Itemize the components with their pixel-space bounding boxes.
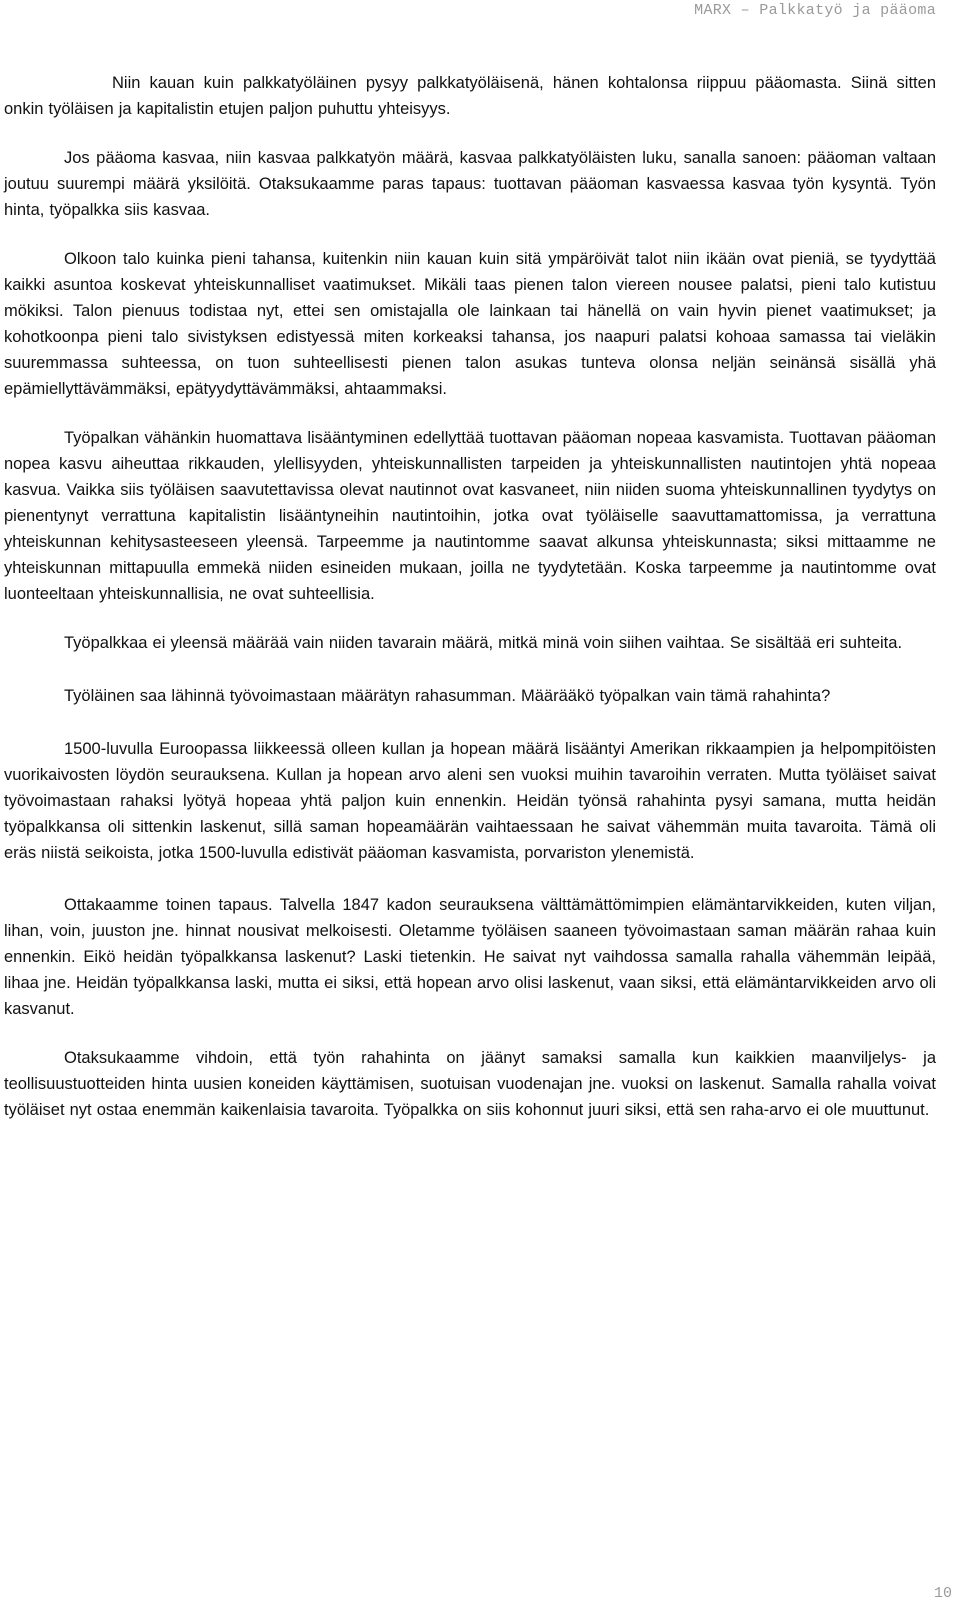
paragraph-8: Ottakaamme toinen tapaus. Talvella 1847 kadon seurauksena välttämättömimpien elämäntarvikkeiden, kuten viljan, lihan, voin, juuston jne. hinnat nousivat melkoisesti. Oletamme työläisen saaneen työvoimastaan saman määrän rahaa kuin ennenkin. Eikö heidän työpalkkansa laskenut? Laski tietenkin. He saivat nyt vaihdossa samalla rahalla vähemmän leipää, lihaa jne. Heidän työpalkkansa laski, mutta ei siksi, että hopean arvo olisi laskenut, vaan siksi, että elämäntarvikkeiden arvo oli kasvanut.	[4, 896, 936, 1018]
paragraph-2: Jos pääoma kasvaa, niin kasvaa palkkatyön määrä, kasvaa palkkatyöläisten luku, sanalla sanoen: pääoman valtaan joutuu suurempi määrä yksilöitä. Otaksukaamme paras tapaus: tuottavan pääoman kasvaessa kasvaa työn kysyntä. Työn hinta, työpalkka siis kasvaa.	[4, 149, 936, 219]
page-number: 10	[933, 1585, 952, 1602]
paragraph-4: Työpalkan vähänkin huomattava lisääntyminen edellyttää tuottavan pääoman nopeaa kasvamista. Tuottavan pääoman nopea kasvu aiheuttaa rikkauden, ylellisyyden, yhteiskunnallisten tarpeiden ja yhteiskunnallisten nautintojen yhtä nopeaa kasvua. Vaikka siis työläisen saavutettavissa olevat nautinnot ovat kasvaneet, niin niiden suoma yhteiskunnallinen tyydytys on pienentynyt verrattuna kapitalistin lisääntyneihin nautintoihin, jotka ovat työläiselle saavuttamattomissa, ja verrattuna yhteiskunnan kehitysasteeseen yleensä. Tarpeemme ja nautintomme saavat alkunsa yhteiskunnasta; siksi mittaamme ne yhteiskunnan mittapuulla emmekä niiden esineiden mukaan, joilla ne tyydytetään. Koska tarpeemme ja nautintomme ovat luonteeltaan yhteiskunnallisia, ne ovat suhteellisia.	[4, 429, 936, 603]
paragraph-6: Työläinen saa lähinnä työvoimastaan määrätyn rahasumman. Määrääkö työpalkan vain tämä rahahinta?	[64, 687, 831, 705]
paragraph-5: Työpalkkaa ei yleensä määrää vain niiden tavarain määrä, mitkä minä voin siihen vaihtaa. Se sisältää eri suhteita.	[64, 634, 903, 652]
paragraph-1: Niin kauan kuin palkkatyöläinen pysyy palkkatyöläisenä, hänen kohtalonsa riippuu pääomasta. Siinä sitten onkin työläisen ja kapitalistin etujen paljon puhuttu yhteisyys.	[4, 74, 936, 118]
running-header-title: MARX – Palkkatyö ja pääoma	[694, 2, 936, 19]
paragraph-3: Olkoon talo kuinka pieni tahansa, kuitenkin niin kauan kuin sitä ympäröivät talot niin ikään ovat pieniä, se tyydyttää kaikki asuntoa koskevat yhteiskunnalliset vaatimukset. Mikäli taas pienen talon viereen nousee palatsi, pieni talo kutistuu mökiksi. Talon pienuus todistaa nyt, ettei sen omistajalla ole lainkaan tai hänellä on vain hyvin pienet vaatimukset; ja kohotkoonpa pieni talo sivistyksen edistyessä miten korkeaksi tahansa, jos naapuri palatsi kohoaa samassa tai vieläkin suuremmassa suhteessa, on tuon suhteellisesti pienen talon asukas tunteva olonsa neljän seinänsä sisällä yhä epämiellyttävämmäksi, epätyydyttävämmäksi, ahtaammaksi.	[4, 250, 936, 398]
paragraph-9: Otaksukaamme vihdoin, että työn rahahinta on jäänyt samaksi samalla kun kaikkien maanviljelys- ja teollisuustuotteiden hinta uusien koneiden käyttämisen, suotuisan vuodenajan jne. vuoksi on laskenut. Samalla rahalla voivat työläiset nyt ostaa enemmän kaikenlaisia tavaroita. Työpalkka on siis kohonnut juuri siksi, että sen raha-arvo ei ole muuttunut.	[4, 1049, 936, 1119]
paragraph-7: 1500-luvulla Euroopassa liikkeessä olleen kullan ja hopean määrä lisääntyi Amerikan rikkaampien ja helpompitöisten vuorikaivosten löydön seurauksena. Kullan ja hopean arvo aleni sen vuoksi muihin tavaroihin verraten. Mutta työläiset saivat työvoimastaan rahaksi lyötyä hopeaa yhtä paljon kuin ennenkin. Heidän työnsä rahahinta pysyi samana, mutta heidän työpalkkansa oli sittenkin laskenut, sillä saman hopeamäärän vaihtaessaan he saivat vähemmän muita tavaroita. Tämä oli eräs niistä seikoista, jotka 1500-luvulla edistivät pääoman kasvamista, porvariston ylenemistä.	[4, 740, 936, 862]
document-body	[4, 70, 936, 1146]
